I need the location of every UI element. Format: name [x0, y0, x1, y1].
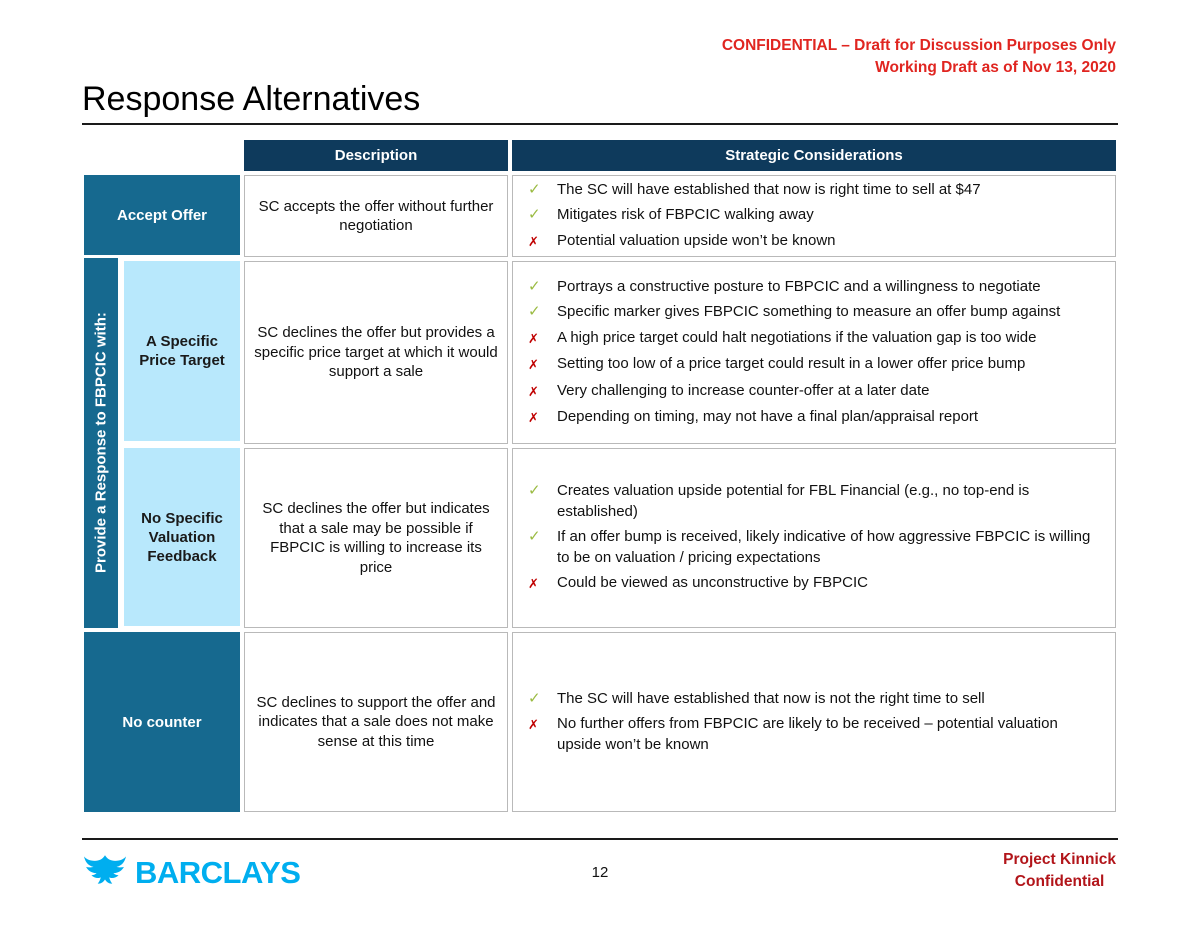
row-label-accept-offer: Accept Offer: [84, 175, 240, 255]
considerations-accept-offer: [512, 175, 1116, 257]
title-divider: [82, 123, 1118, 125]
consideration-item: [525, 302, 1099, 323]
check-icon: ✓: [528, 689, 541, 707]
consideration-item: [525, 527, 1099, 568]
check-icon: ✓: [528, 528, 541, 546]
check-icon: ✓: [528, 482, 541, 500]
consideration-text: Setting too low of a price target could result in a lower offer price bump: [557, 355, 1026, 372]
consideration-text: Specific marker gives FBPCIC something to measure an offer bump against: [557, 303, 1061, 320]
check-icon: ✓: [528, 277, 541, 295]
row-label-specific-price-target: A Specific Price Target: [124, 261, 240, 441]
check-icon: ✓: [528, 180, 541, 198]
consideration-text: Could be viewed as unconstructive by FBPCIC: [557, 574, 868, 592]
consideration-text: A high price target could halt negotiations if the valuation gap is too wide: [557, 328, 1037, 346]
consideration-item: [525, 689, 1099, 710]
check-icon: ✓: [528, 303, 541, 320]
consideration-item: [525, 180, 1099, 201]
cross-icon: ✗: [528, 717, 539, 733]
project-name: Project Kinnick: [1003, 851, 1116, 868]
considerations-no-specific-valuation-feedback: [512, 448, 1116, 628]
consideration-item: [525, 205, 1099, 226]
cross-icon: ✗: [528, 383, 539, 399]
consideration-text: Creates valuation upside potential for FBL Financial (e.g., no top-end is established): [557, 482, 1030, 520]
footer-divider: [82, 838, 1118, 840]
consideration-text: The SC will have established that now is right time to sell at $47: [557, 180, 981, 198]
column-header-strategic-considerations: Strategic Considerations: [512, 140, 1116, 171]
page-title: Response Alternatives: [82, 80, 421, 118]
description-accept-offer: SC accepts the offer without further negotiation: [244, 175, 508, 257]
confidential-notice: [722, 35, 1116, 79]
cross-icon: ✗: [528, 233, 539, 249]
cross-icon: ✗: [528, 410, 539, 425]
row-label-no-counter: No counter: [84, 632, 240, 812]
consideration-text: If an offer bump is received, likely indicative of how aggressive FBPCIC is willing to be on valuation / pricing expectations: [557, 528, 1091, 566]
row-label-no-specific-valuation-feedback: No Specific Valuation Feedback: [124, 448, 240, 626]
consideration-text: Potential valuation upside won’t be known: [557, 231, 836, 249]
consideration-text: Mitigates risk of FBPCIC walking away: [557, 206, 814, 224]
check-icon: ✓: [528, 206, 541, 224]
cross-icon: ✗: [528, 357, 539, 372]
cross-icon: ✗: [528, 576, 539, 592]
consideration-text: Very challenging to increase counter-offer at a later date: [557, 381, 930, 399]
consideration-item: [525, 407, 1099, 429]
consideration-item: [525, 381, 1099, 403]
barclays-wordmark: BARCLAYS: [135, 854, 301, 890]
considerations-specific-price-target: [512, 261, 1116, 444]
description-no-specific-valuation-feedback: SC declines the offer but indicates that a sale may be possible if FBPCIC is willing to increase its price: [244, 448, 508, 628]
page-number: 12: [591, 864, 609, 881]
project-confidential: Confidential: [1014, 873, 1105, 890]
description-no-counter: SC declines to support the offer and indicates that a sale does not make sense at this time: [244, 632, 508, 812]
confidential-line1: CONFIDENTIAL – Draft for Discussion Purposes Only: [721, 37, 1116, 54]
consideration-item: [525, 277, 1099, 298]
description-specific-price-target: SC declines the offer but provides a specific price target at which it would support a sale: [244, 261, 508, 444]
confidential-line2: Working Draft as of Nov 13, 2020: [875, 59, 1116, 76]
cross-icon: ✗: [528, 330, 539, 346]
column-header-description: Description: [244, 140, 508, 171]
consideration-item: [525, 231, 1099, 253]
consideration-text: Depending on timing, may not have a final plan/appraisal report: [557, 408, 979, 425]
project-confidential-label: [1003, 849, 1116, 893]
consideration-text: Portrays a constructive posture to FBPCIC and a willingness to negotiate: [557, 277, 1041, 295]
consideration-item: [525, 354, 1099, 376]
row-group-label-vertical: Provide a Response to FBPCIC with:: [84, 258, 118, 628]
consideration-text: The SC will have established that now is not the right time to sell: [557, 689, 985, 707]
consideration-item: [525, 481, 1099, 522]
consideration-item: [525, 714, 1099, 755]
consideration-text: No further offers from FBPCIC are likely to be received – potential valuation upside won’t be known: [557, 715, 1058, 753]
consideration-item: [525, 328, 1099, 350]
consideration-item: [525, 573, 1099, 595]
considerations-no-counter: [512, 632, 1116, 812]
